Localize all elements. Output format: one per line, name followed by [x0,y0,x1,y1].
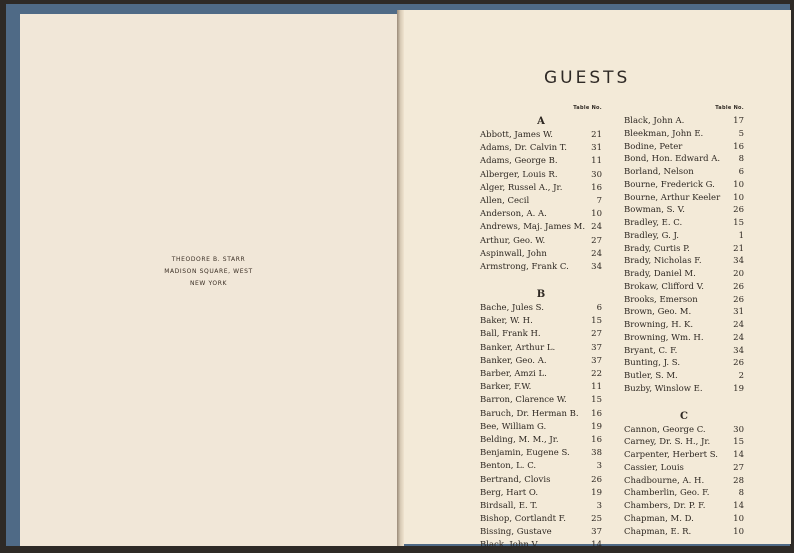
table-number: 26 [733,358,744,369]
guest-name: Bradley, G. J. [624,230,679,241]
table-number: 21 [591,130,602,140]
table-number: 5 [738,128,744,139]
guest-name: Bache, Jules S. [480,303,544,314]
table-no-header: Table No. [573,105,602,111]
guest-name: Armstrong, Frank C. [480,261,569,272]
guest-name: Bleekman, John E. [624,128,704,139]
guest-row [480,408,602,421]
table-number: 27 [733,462,744,473]
table-number: 7 [596,195,602,206]
table-number: 34 [733,345,744,356]
table-number: 19 [591,487,602,498]
table-number: 30 [591,169,602,180]
guest-row [480,368,602,381]
table-number: 38 [591,448,602,459]
guest-name: Anderson, A. A. [480,209,547,220]
guest-name: Chadbourne, A. H. [624,475,705,486]
table-number: 10 [733,513,744,524]
guest-row [624,449,744,462]
guest-row [624,217,744,230]
guest-name: Bee, William G. [480,421,547,432]
guest-row [624,153,744,166]
table-number: 21 [733,243,744,254]
guest-row [624,500,744,513]
right-page [404,10,791,551]
table-number: 10 [733,526,744,537]
guest-name: Allen, Cecil [480,195,530,206]
guest-name: Benton, L. C. [480,461,537,472]
imprint-name: THEODORE B. STARR [171,256,246,263]
guest-row [480,315,602,328]
guest-name: Bond, Hon. Edward A. [624,154,721,165]
guest-name: Browning, Wm. H. [624,332,704,343]
guest-row [480,381,602,394]
guest-name: Bodine, Peter [624,141,683,152]
guest-row [624,487,744,500]
guest-row [480,447,602,460]
guest-row [480,434,602,447]
guest-name: Brooks, Emerson [624,294,698,305]
guest-row [624,370,744,383]
guest-name: Abbott, James W. [480,130,553,140]
guest-row [624,462,744,475]
guest-name: Belding, M. M., Jr. [480,434,559,445]
table-number: 3 [596,461,602,472]
guest-name: Adams, Dr. Calvin T. [480,143,567,154]
guest-name: Brady, Curtis P. [624,243,690,254]
table-number: 37 [591,342,602,353]
table-number: 10 [733,192,744,203]
guest-row [624,319,744,332]
guest-name: Barron, Clarence W. [480,395,567,406]
guest-row [624,475,744,488]
table-number: 25 [591,514,602,525]
table-number: 16 [591,434,602,445]
guest-name: Andrews, Maj. James M. [480,222,586,233]
guest-row [480,460,602,473]
table-number: 11 [591,382,602,393]
guest-row [624,357,744,370]
guest-name: Bradley, E. C. [624,218,683,228]
guest-row [480,129,602,142]
guest-row [480,142,602,155]
guest-name: Chamberlin, Geo. F. [624,488,710,499]
table-number: 24 [591,248,602,259]
table-number: 34 [733,256,744,267]
guest-column-right [624,105,744,538]
guest-name: Cannon, George C. [624,424,706,435]
guest-row [624,332,744,345]
table-number: 26 [733,294,744,305]
table-number: 15 [591,395,602,406]
guest-name: Brown, Geo. M. [624,307,692,318]
guest-name: Cassier, Louis [624,462,684,473]
guest-name: Barker, F.W. [480,382,532,393]
table-number: 37 [591,527,602,538]
left-sections [480,115,602,553]
table-number: 14 [591,540,602,551]
guest-name: Aspinwall, John [480,248,547,259]
guest-row [480,394,602,407]
guest-name: Carpenter, Herbert S. [624,450,718,460]
table-number: 19 [591,421,602,432]
table-number: 30 [733,424,744,435]
guest-name: Chapman, M. D. [624,513,694,524]
table-number: 24 [591,222,602,233]
guest-name: Chapman, E. R. [624,526,692,537]
guest-row [480,355,602,368]
guest-row [624,383,744,396]
table-number: 6 [596,303,602,314]
guest-name: Benjamin, Eugene S. [480,448,570,459]
table-number: 20 [733,269,744,279]
guest-row [624,115,744,128]
guest-name: Barber, Amzi L. [480,369,547,379]
guest-name: Carney, Dr. S. H., Jr. [624,437,711,448]
table-number: 27 [591,329,602,340]
table-number: 14 [733,501,744,511]
guest-name: Chambers, Dr. P. F. [624,501,706,511]
guest-name: Banker, Arthur L. [480,342,556,353]
guest-name: Brady, Nicholas F. [624,256,702,267]
guest-row [624,281,744,294]
table-number: 26 [733,205,744,216]
guest-name: Bunting, J. S. [624,358,681,369]
section-letter: A [537,116,545,127]
table-number: 14 [733,450,744,460]
guest-row [624,179,744,192]
guest-name: Brokaw, Clifford V. [624,281,704,292]
guest-row [624,436,744,449]
table-number: 6 [738,167,744,177]
guest-name: Arthur, Geo. W. [480,235,546,246]
guest-row [480,474,602,487]
guest-row [624,513,744,526]
guest-row [624,128,744,141]
guest-name: Ball, Frank H. [480,329,541,340]
guest-row [480,155,602,168]
guest-name: Bryant, C. F. [624,345,678,356]
guest-name: Bishop, Cortlandt F. [480,514,566,525]
guest-row [480,182,602,195]
table-number: 16 [591,182,602,193]
table-number: 16 [591,408,602,419]
guest-row [480,302,602,315]
guest-name: Browning, H. K. [624,320,694,330]
guest-row [480,195,602,208]
left-page [20,14,397,546]
guest-name: Alberger, Louis R. [480,169,558,180]
table-number: 34 [591,261,602,272]
guest-name: Bourne, Arthur Keeler [624,192,721,203]
guest-row [624,141,744,154]
table-no-header-right: Table No. [715,105,744,111]
section-letter: B [536,289,546,301]
booklet-spread [6,4,790,551]
table-number: 31 [733,307,744,318]
guest-row [624,345,744,358]
table-number: 22 [591,369,602,379]
table-number: 2 [738,371,744,381]
table-number: 24 [733,332,744,343]
guest-name: Borland, Nelson [624,167,694,177]
guest-name: Buzby, Winslow E. [624,383,703,394]
table-number: 1 [738,230,744,241]
guest-row [480,539,602,552]
table-number: 17 [733,116,744,126]
table-number: 16 [733,141,744,152]
section-letter-c: C [680,410,688,422]
guest-row [480,342,602,355]
guest-row [480,328,602,341]
guest-row [624,294,744,307]
guest-row [624,268,744,281]
table-number: 27 [591,235,602,246]
guest-name: Bowman, S. V. [624,205,685,216]
guest-name: Bissing, Gustave [480,527,552,538]
guest-name: Banker, Geo. A. [480,355,547,366]
book-gutter [397,10,404,546]
imprint-address: MADISON SQUARE, WEST [164,268,253,275]
guest-row [624,192,744,205]
guest-column-left [480,105,602,553]
table-number: 37 [591,355,602,366]
table-number: 24 [733,320,744,330]
guest-name: Adams, George B. [480,156,558,167]
table-number: 3 [596,500,602,511]
table-number: 19 [733,383,744,394]
guest-row [480,526,602,539]
table-number: 28 [733,475,744,486]
guest-row [480,221,602,234]
table-number: 11 [591,156,602,167]
guest-name: Black, John A. [624,116,685,126]
guest-row [624,166,744,179]
table-number: 26 [733,281,744,292]
guest-row [624,230,744,243]
imprint-city: NEW YORK [189,280,228,287]
table-number: 15 [733,437,744,448]
printer-imprint [20,254,397,290]
guest-name: Baruch, Dr. Herman B. [480,408,579,419]
table-number: 31 [591,143,602,154]
table-number: 15 [591,316,602,327]
guest-row [624,243,744,256]
guest-row [480,261,602,274]
guest-row [624,204,744,217]
guest-name: Birdsall, E. T. [480,500,538,511]
guest-row [480,513,602,526]
table-number: 10 [733,179,744,190]
table-number: 8 [738,488,744,499]
guest-row [480,500,602,513]
guest-name: Black, John V. [480,540,539,551]
guest-name: Butler, S. M. [624,371,678,381]
guest-row [624,526,744,539]
guest-row [480,487,602,500]
right-c-list [624,424,744,539]
right-b-list [624,115,744,396]
table-number: 10 [591,209,602,220]
guest-row [480,235,602,248]
guest-name: Baker, W. H. [480,316,533,327]
guest-name: Bourne, Frederick G. [624,179,715,190]
table-number: 26 [591,474,602,485]
guest-name: Alger, Russel A., Jr. [480,182,563,193]
page-title: GUESTS [544,68,631,88]
guest-row [480,421,602,434]
table-number: 15 [733,218,744,228]
guest-name: Bertrand, Clovis [480,474,551,485]
guest-row [624,255,744,268]
guest-row [624,306,744,319]
guest-row [624,424,744,437]
guest-row [480,169,602,182]
guest-name: Berg, Hart O. [480,487,539,498]
guest-row [480,248,602,261]
guest-row [480,208,602,221]
table-number: 8 [738,154,744,165]
guest-name: Brady, Daniel M. [624,269,696,279]
